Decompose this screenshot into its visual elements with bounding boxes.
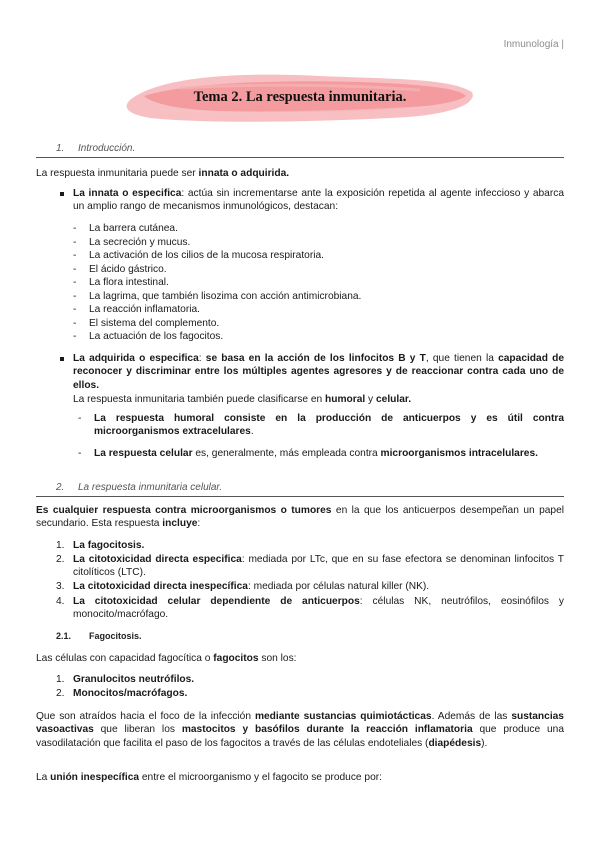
list-item-text: La secreción y mucus.: [89, 236, 191, 248]
humoral-item: La respuesta humoral consiste en la producción de anticuerpos y es útil contra microorganismos extracelulares.: [94, 413, 564, 438]
page-header: Inmunología |: [503, 39, 564, 50]
list-item: [73, 687, 564, 700]
list-number: 4.: [56, 596, 65, 607]
dash-marker: -: [73, 250, 77, 261]
list-item-text: La reacción inflamatoria.: [89, 304, 200, 315]
list-item-text: : células NK, neutrófilos, eosinófilos y monocito/macrófago.: [73, 596, 564, 621]
list-number: 3.: [56, 581, 65, 592]
list-item: [73, 580, 564, 593]
section2-intro: Es cualquier respuesta contra microorganismos o tumores en la que los anticuerpos desempeñan un papel secundario. Esta respuesta incluye:: [36, 505, 565, 530]
page-title: Tema 2. La respuesta inmunitaria.: [193, 89, 407, 105]
innata-paragraph: La innata o especifica: actúa sin incrementarse ante la exposición repetida al agente infeccioso y abarca un amplio rango de mecanismos inmunológicos, destacan:: [73, 188, 564, 213]
dash-marker: -: [73, 277, 77, 288]
bullet-square-icon: [60, 192, 64, 196]
dash-marker: -: [73, 223, 77, 234]
list-item-text: El sistema del complemento.: [89, 317, 220, 329]
adquirida-paragraph: La adquirida o especifica: se basa en la acción de los linfocitos B y T, que tienen la capacidad de reconocer y discriminar entre los múltiples agentes agresores y de reaccionar contra cada uno de ellos.: [73, 353, 564, 391]
list-item: [73, 595, 564, 622]
dash-marker: -: [73, 290, 77, 302]
clasificacion-line: La respuesta inmunitaria también puede clasificarse en humoral y celular.: [73, 394, 412, 405]
list-number: 2.: [56, 554, 65, 565]
list-item-bold: La fagocitosis.: [73, 540, 145, 551]
dash-marker: -: [73, 236, 77, 248]
list-item: [73, 539, 564, 552]
list-item-text: : mediada por LTc, que en su fase efectora se denominan linfocitos T citolíticos (LTC).: [73, 554, 564, 579]
list-item-text: La lagrima, que también lisozima con acción antimicrobiana.: [89, 290, 362, 302]
celular-item: La respuesta celular es, generalmente, más empleada contra microorganismos intracelulares.: [94, 448, 538, 459]
section-heading-1: 1. Introducción.: [36, 142, 564, 158]
bullet-square-icon: [60, 357, 64, 361]
union-paragraph: La unión inespecífica entre el microorganismo y el fagocito se produce por:: [36, 772, 382, 783]
list-item-bold: Granulocitos neutrófilos.: [73, 674, 195, 685]
dash-marker: -: [78, 413, 82, 424]
dash-marker: -: [73, 317, 77, 329]
dash-marker: -: [78, 448, 82, 459]
list-item-bold: La citotoxicidad directa especifica: [73, 554, 242, 565]
atraidos-paragraph: Que son atraídos hacia el foco de la infección mediante sustancias quimiotácticas. Además de las sustancias vasoactivas que liberan los mastocitos y basófilos durante la reacción inflamatoria que produce una vasodilatación que facilita el paso de los fagocitos a través de las células endoteliales (diapédesis).: [36, 711, 564, 749]
dash-marker: -: [73, 331, 77, 342]
list-item-text: La flora intestinal.: [89, 277, 169, 288]
dash-marker: -: [73, 304, 77, 315]
list-number: 1.: [56, 674, 65, 685]
list-item-bold: La citotoxicidad directa inespecífica: [73, 581, 248, 592]
list-item-text: La actuación de los fagocitos.: [89, 331, 224, 342]
list-number: 1.: [56, 540, 65, 551]
list-item: [73, 553, 564, 580]
list-item-text: La activación de los cilios de la mucosa respiratoria.: [89, 250, 324, 261]
list-item-bold: Monocitos/macrófagos.: [73, 688, 188, 699]
list-item-text: : mediada por células natural killer (NK).: [247, 581, 430, 592]
intro-paragraph: La respuesta inmunitaria puede ser innata o adquirida.: [36, 168, 290, 179]
list-item-text: El ácido gástrico.: [89, 263, 167, 275]
fagocitos-paragraph: Las células con capacidad fagocítica o fagocitos son los:: [36, 653, 297, 664]
subsection-heading-2-1: 2.1. Fagocitosis.: [56, 631, 142, 641]
list-item: [73, 673, 564, 686]
dash-marker: -: [73, 263, 77, 275]
list-item-text: La barrera cutánea.: [89, 223, 178, 234]
list-item-bold: La citotoxicidad celular dependiente de anticuerpos: [73, 596, 360, 607]
section-heading-2: 2. La respuesta inmunitaria celular.: [36, 481, 564, 497]
list-number: 2.: [56, 688, 65, 699]
